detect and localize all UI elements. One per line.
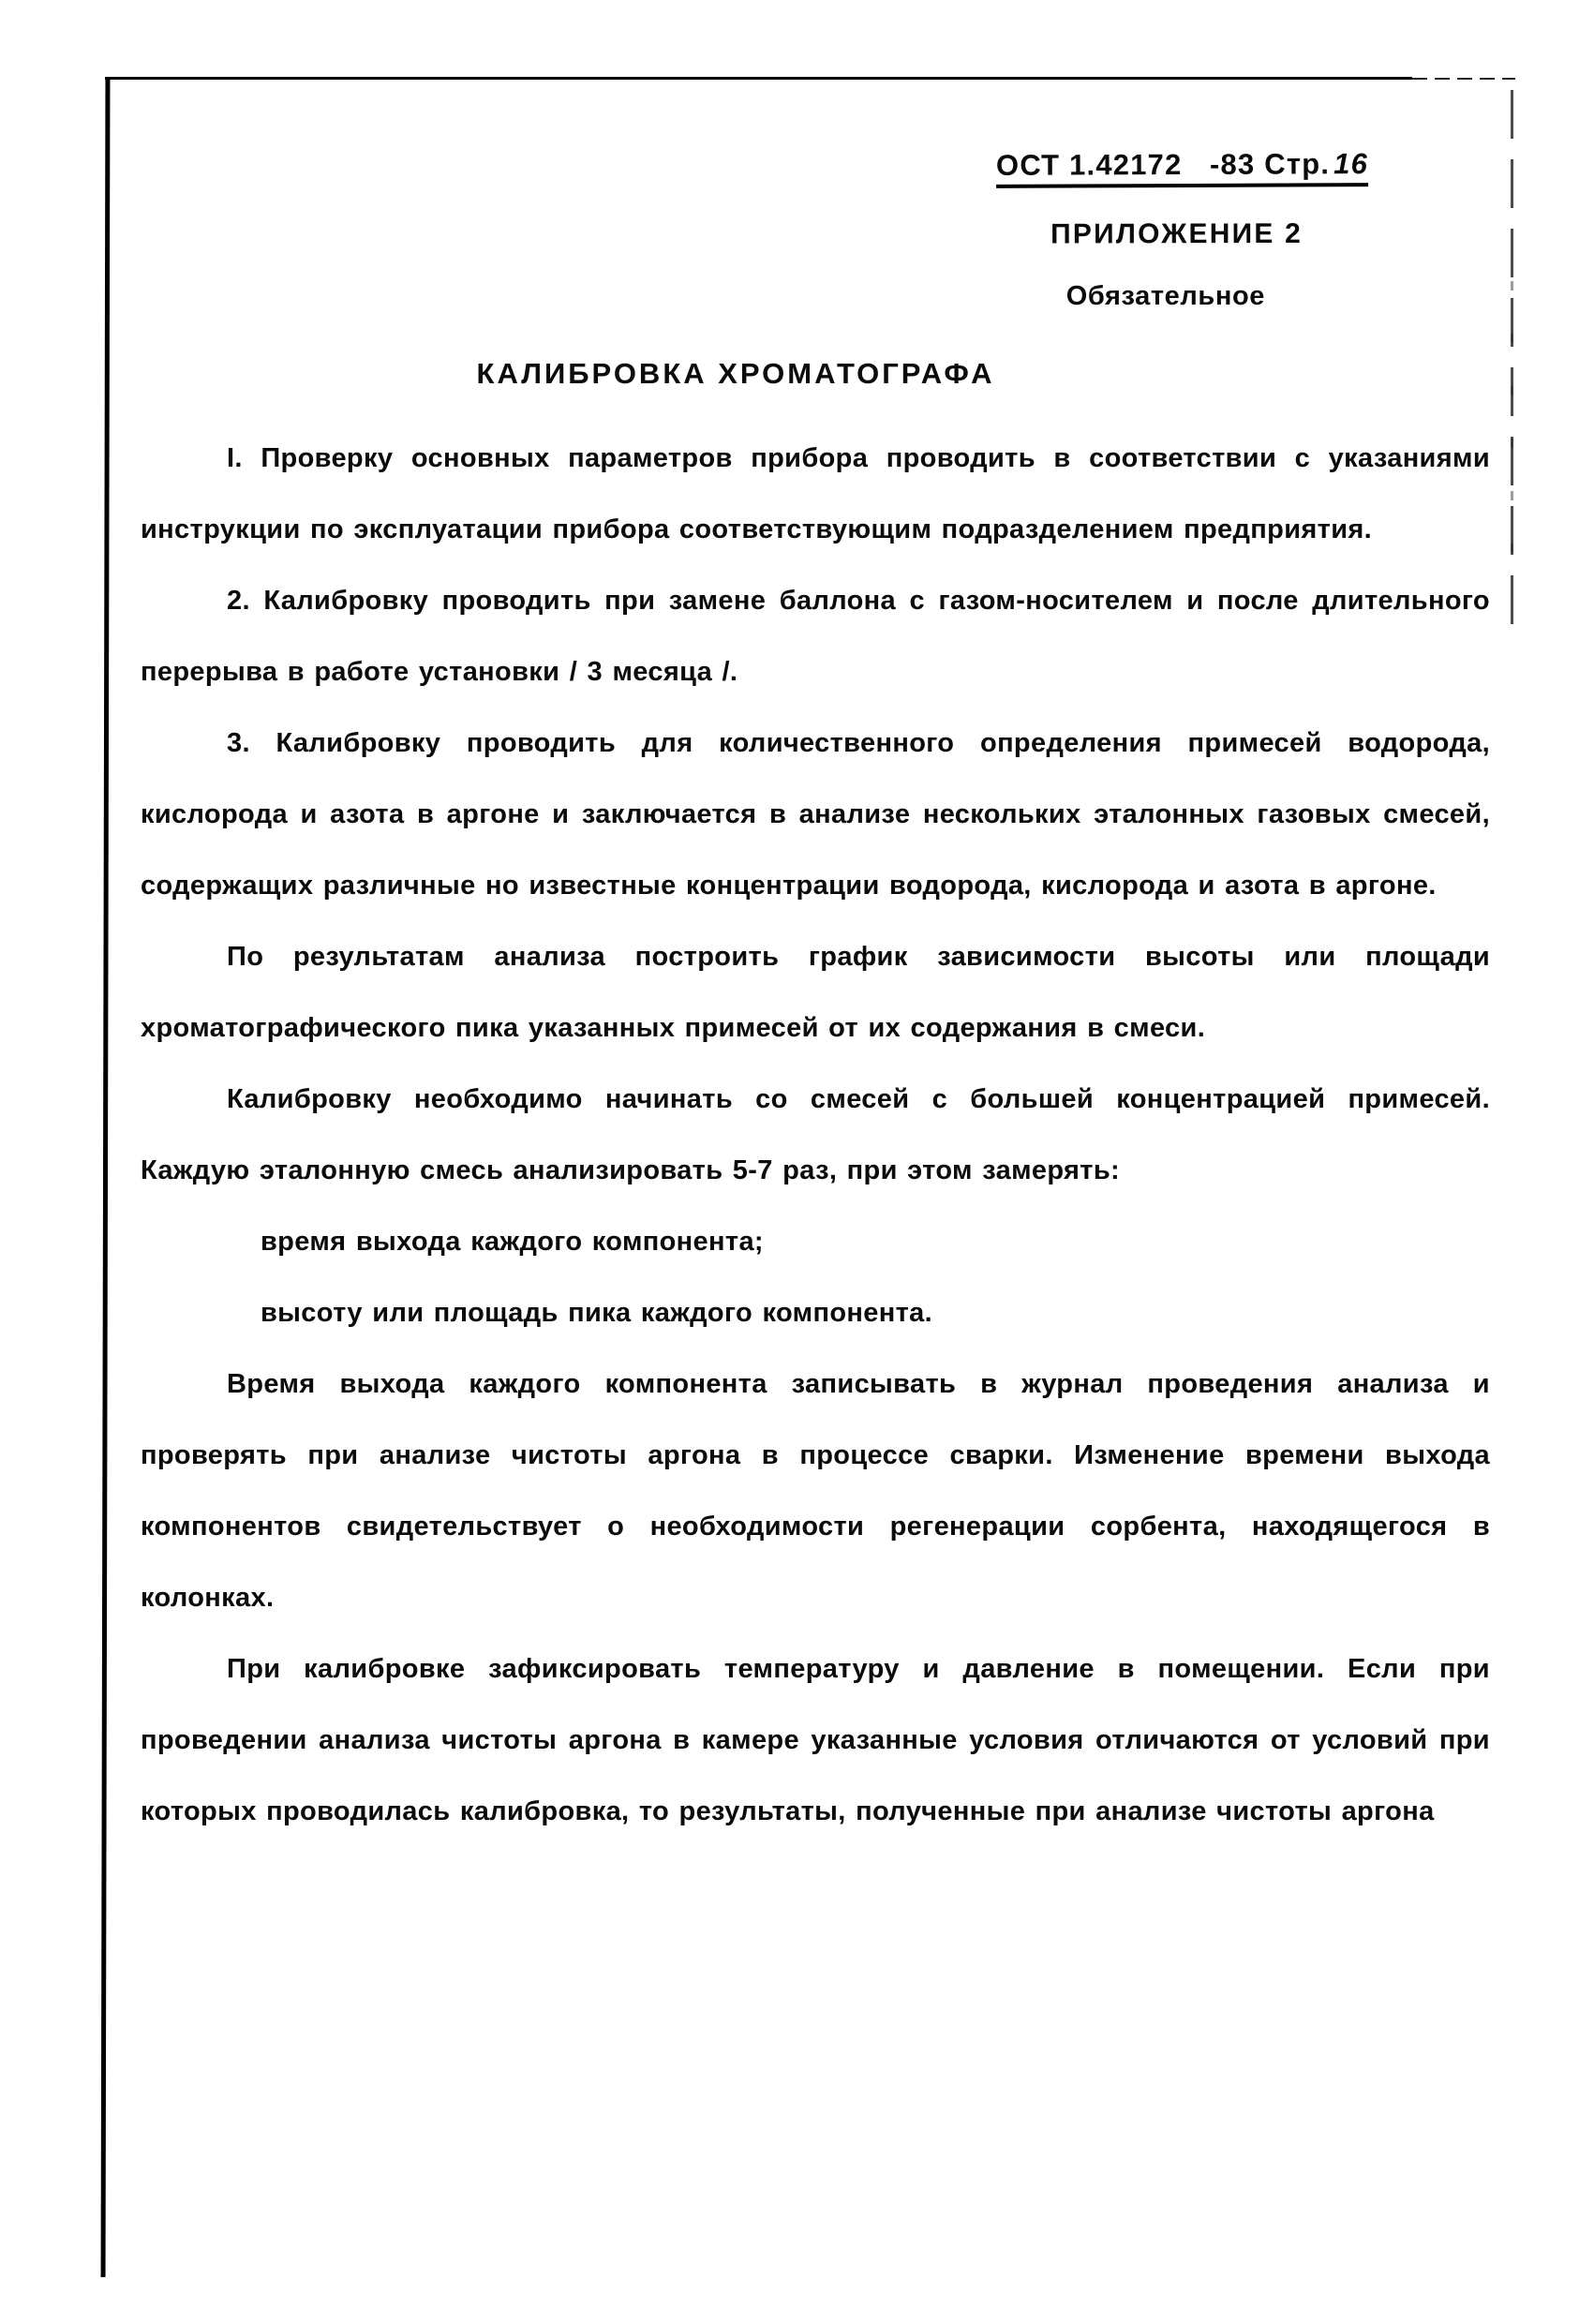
paragraph-2: 2. Калибровку проводить при замене баллона с газом-носителем и после длительного перерыва в работе установки / 3 месяца /. <box>141 586 1490 687</box>
paragraph-3: 3. Калибровку проводить для количественного определения примесей водорода, кислорода и азота в аргоне и заключается в анализе нескольких эталонных газовых смесей, содержащих различные но известные концентрации водорода, кислорода и азота в аргоне. <box>141 728 1490 901</box>
measure-item-2: высоту или площадь пика каждого компонента. <box>261 1298 933 1328</box>
paragraph-5: Калибровку необходимо начинать со смесей с большей концентрацией примесей. Каждую эталонную смесь анализировать 5-7 раз, при этом замерять: <box>141 1084 1490 1185</box>
annex-heading: ПРИЛОЖЕНИЕ 2 <box>1050 217 1304 250</box>
paragraph-7: При калибровке зафиксировать температуру и давление в помещении. Если при проведении анализа чистоты аргона в камере указанные условия отличаются от условий при которых проводилась калибровка, то результаты, полученные при анализе чистоты аргона <box>141 1654 1490 1826</box>
standard-year: -83 <box>1209 147 1256 181</box>
paragraph-6: Время выхода каждого компонента записывать в журнал проведения анализа и проверять при анализе чистоты аргона в процессе сварки. Изменение времени выхода компонентов свидетельствует о необходимости регенерации сорбента, находящегося в колонках. <box>141 1369 1490 1613</box>
page-label: Стр. <box>1264 147 1331 181</box>
page-frame-left-rule <box>101 79 111 2277</box>
paragraph-1: I. Проверку основных параметров прибора проводить в соответствии с указаниями инструкции по эксплуатации прибора соответствующим подразделением предприятия. <box>141 443 1490 544</box>
measure-item-1: время выхода каждого компонента; <box>261 1227 764 1257</box>
standard-code-stamp <box>996 147 1368 188</box>
document-body <box>141 423 1490 1847</box>
page-number: 16 <box>1333 147 1369 181</box>
obligation-note: Обязательное <box>1065 281 1265 311</box>
page-frame-right-rule-lower <box>1511 281 1513 590</box>
standard-code: ОСТ 1.42172 <box>995 148 1183 182</box>
page-title: КАЛИБРОВКА ХРОМАТОГРАФА <box>476 357 995 390</box>
page-content <box>141 103 1490 1847</box>
document-header <box>141 148 1490 187</box>
paragraph-4: По результатам анализа построить график зависимости высоты или площади хроматографического пика указанных примесей от их содержания в смеси. <box>141 942 1490 1043</box>
page-frame-top-rule <box>105 77 1412 80</box>
